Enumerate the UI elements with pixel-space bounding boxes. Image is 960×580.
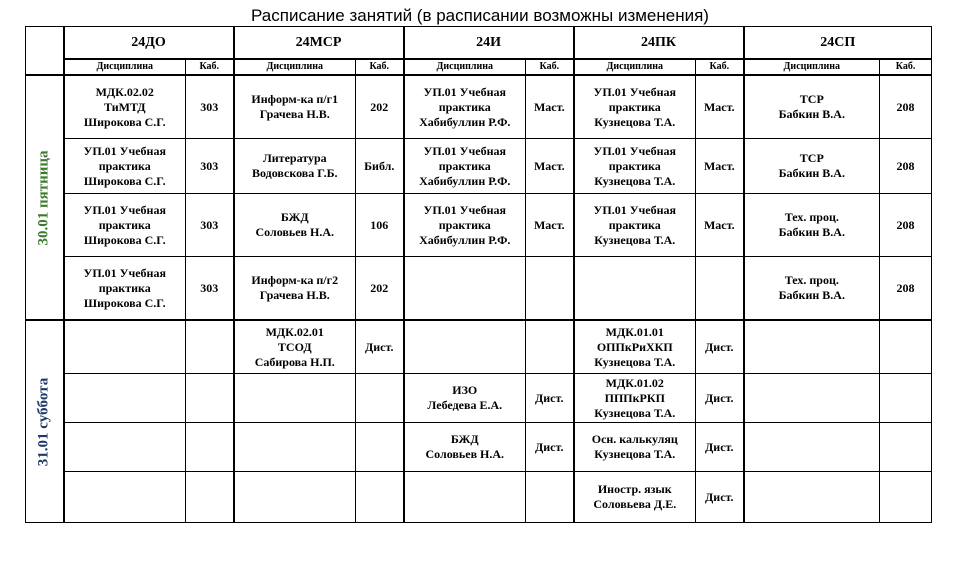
discipline-cell: УП.01 Учебная практика Кузнецова Т.А. — [574, 75, 696, 139]
discipline-cell: МДК.02.01 ТСОД Сабирова Н.П. — [234, 320, 356, 374]
room-cell: Маст. — [696, 194, 744, 257]
discipline-cell: УП.01 Учебная практика Кузнецова Т.А. — [574, 194, 696, 257]
room-cell: Дист. — [526, 423, 574, 472]
discipline-cell: МДК.02.02 ТиМТД Широкова С.Г. — [64, 75, 186, 139]
room-cell: 202 — [356, 75, 404, 139]
room-header: Каб. — [526, 59, 574, 75]
room-cell: 208 — [880, 75, 932, 139]
discipline-header: Дисциплина — [404, 59, 526, 75]
room-cell: Дист. — [526, 374, 574, 423]
discipline-cell: УП.01 Учебная практика Широкова С.Г. — [64, 257, 186, 321]
discipline-cell: УП.01 Учебная практика Хабибуллин Р.Ф. — [404, 75, 526, 139]
discipline-cell: УП.01 Учебная практика Кузнецова Т.А. — [574, 139, 696, 194]
room-cell: 303 — [186, 194, 234, 257]
room-header: Каб. — [186, 59, 234, 75]
room-cell: 303 — [186, 75, 234, 139]
room-cell: 202 — [356, 257, 404, 321]
room-cell — [880, 423, 932, 472]
room-cell: 106 — [356, 194, 404, 257]
discipline-cell — [234, 472, 356, 523]
discipline-cell: БЖД Соловьев Н.А. — [404, 423, 526, 472]
room-cell — [526, 320, 574, 374]
room-cell: Маст. — [696, 139, 744, 194]
subheader-row — [26, 59, 932, 75]
room-header: Каб. — [880, 59, 932, 75]
discipline-cell: ИЗО Лебедева Е.А. — [404, 374, 526, 423]
room-cell: 208 — [880, 139, 932, 194]
schedule-row — [26, 423, 932, 472]
room-cell: 208 — [880, 194, 932, 257]
discipline-cell: МДК.01.02 ПППкРКП Кузнецова Т.А. — [574, 374, 696, 423]
room-cell: Маст. — [526, 75, 574, 139]
room-cell: Маст. — [526, 139, 574, 194]
room-cell: Дист. — [696, 472, 744, 523]
discipline-cell: УП.01 Учебная практика Хабибуллин Р.Ф. — [404, 194, 526, 257]
schedule-row — [26, 75, 932, 139]
room-header: Каб. — [696, 59, 744, 75]
day-label-cell — [26, 75, 64, 320]
discipline-cell: БЖД Соловьев Н.А. — [234, 194, 356, 257]
group-24i: 24И — [404, 27, 574, 60]
room-cell — [880, 320, 932, 374]
day-label: 31.01 суббота — [35, 377, 52, 466]
discipline-cell — [64, 374, 186, 423]
room-cell — [186, 423, 234, 472]
schedule-row — [26, 257, 932, 321]
discipline-cell — [64, 472, 186, 523]
room-cell: Дист. — [696, 423, 744, 472]
discipline-cell: Литература Водовскова Г.Б. — [234, 139, 356, 194]
room-cell: Библ. — [356, 139, 404, 194]
room-cell — [880, 374, 932, 423]
discipline-cell — [574, 257, 696, 321]
discipline-cell: ТСР Бабкин В.А. — [744, 139, 880, 194]
page-title: Расписание занятий (в расписании возможны изменения) — [251, 6, 709, 25]
room-cell: 208 — [880, 257, 932, 321]
group-24sp: 24СП — [744, 27, 932, 60]
group-header-row — [26, 27, 932, 60]
discipline-header: Дисциплина — [574, 59, 696, 75]
schedule-row — [26, 194, 932, 257]
discipline-cell: УП.01 Учебная практика Широкова С.Г. — [64, 194, 186, 257]
room-cell — [356, 423, 404, 472]
discipline-cell — [64, 423, 186, 472]
room-cell: Дист. — [356, 320, 404, 374]
discipline-cell — [234, 374, 356, 423]
discipline-cell: Тех. проц. Бабкин В.А. — [744, 194, 880, 257]
day-label-cell — [26, 320, 64, 523]
discipline-cell — [234, 423, 356, 472]
discipline-cell: УП.01 Учебная практика Хабибуллин Р.Ф. — [404, 139, 526, 194]
room-cell — [356, 374, 404, 423]
room-cell — [880, 472, 932, 523]
discipline-cell: Информ-ка п/г2 Грачева Н.В. — [234, 257, 356, 321]
room-cell: Дист. — [696, 374, 744, 423]
discipline-cell — [404, 320, 526, 374]
group-24do: 24ДО — [64, 27, 234, 60]
discipline-cell: УП.01 Учебная практика Широкова С.Г. — [64, 139, 186, 194]
discipline-cell: Информ-ка п/г1 Грачева Н.В. — [234, 75, 356, 139]
room-cell — [186, 374, 234, 423]
discipline-header: Дисциплина — [64, 59, 186, 75]
corner-cell — [26, 27, 64, 76]
room-header: Каб. — [356, 59, 404, 75]
room-cell — [526, 257, 574, 321]
discipline-cell — [404, 472, 526, 523]
discipline-cell — [744, 320, 880, 374]
room-cell: 303 — [186, 139, 234, 194]
discipline-header: Дисциплина — [744, 59, 880, 75]
discipline-header: Дисциплина — [234, 59, 356, 75]
discipline-cell — [744, 374, 880, 423]
room-cell: Маст. — [696, 75, 744, 139]
room-cell — [356, 472, 404, 523]
discipline-cell: Тех. проц. Бабкин В.А. — [744, 257, 880, 321]
schedule-row — [26, 374, 932, 423]
discipline-cell: ТСР Бабкин В.А. — [744, 75, 880, 139]
room-cell — [186, 472, 234, 523]
schedule-table — [25, 26, 932, 523]
discipline-cell: МДК.01.01 ОППкРиХКП Кузнецова Т.А. — [574, 320, 696, 374]
room-cell — [696, 257, 744, 321]
discipline-cell — [744, 472, 880, 523]
room-cell — [526, 472, 574, 523]
room-cell: 303 — [186, 257, 234, 321]
discipline-cell — [64, 320, 186, 374]
schedule-row — [26, 320, 932, 374]
discipline-cell: Иностр. язык Соловьева Д.Е. — [574, 472, 696, 523]
group-24pk: 24ПК — [574, 27, 744, 60]
room-cell — [186, 320, 234, 374]
day-label: 30.01 пятница — [35, 149, 52, 246]
room-cell: Маст. — [526, 194, 574, 257]
schedule-row — [26, 472, 932, 523]
discipline-cell — [404, 257, 526, 321]
room-cell: Дист. — [696, 320, 744, 374]
discipline-cell — [744, 423, 880, 472]
discipline-cell: Осн. калькуляц Кузнецова Т.А. — [574, 423, 696, 472]
group-24msr: 24МСР — [234, 27, 404, 60]
schedule-row — [26, 139, 932, 194]
